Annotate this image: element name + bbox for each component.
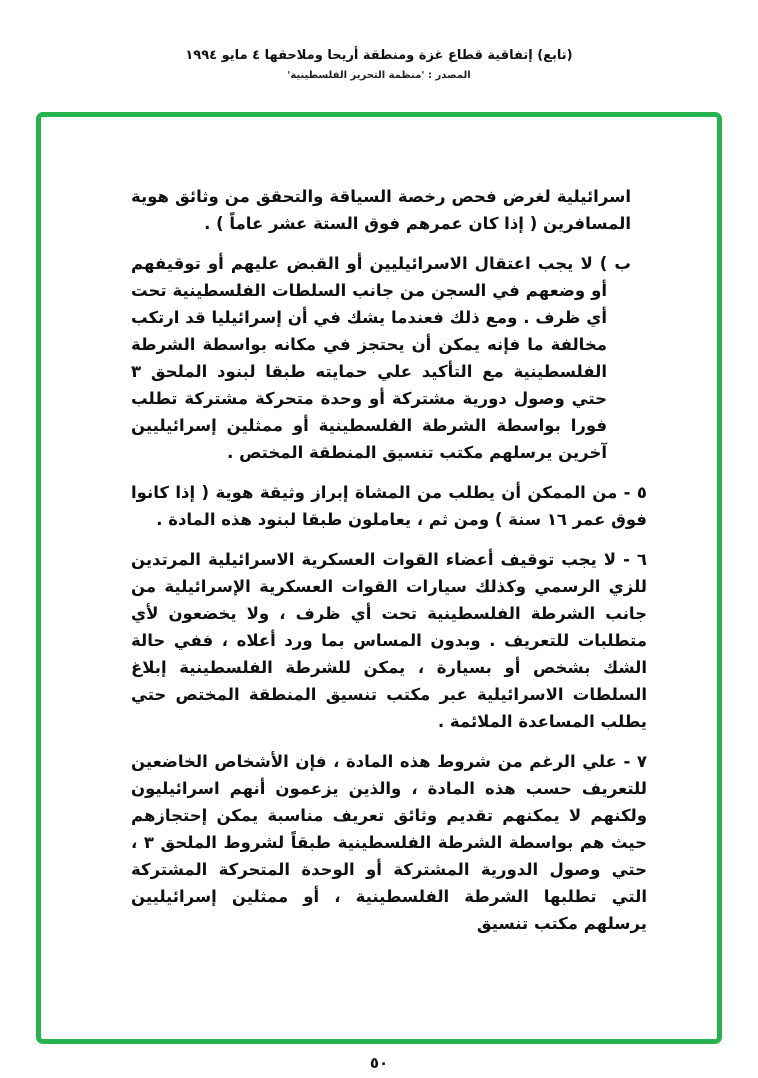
paragraph-item-b: ب ) لا يجب اعتقال الاسرائيليين أو القبض عليهم أو توقيفهم أو وضعهم في السجن من جانب السلطات الفلسطينية تحت أي ظرف . ومع ذلك فعندما يشك في أن إسرائيليا قد ارتكب مخالفة ما فإنه يمكن أن يحتجز في مكانه بواسطة الشرطة الفلسطينية مع التأكيد علي حمايته طبقا لبنود الملحق ٣ حتي وصول دورية مشتركة أو وحدة متحركة مشتركة تطلب فورا بواسطة الشرطة الفلسطينية أو ممثلين إسرائيليين آخرين يرسلهم مكتب تنسيق المنطقة المختص . (131, 254, 631, 462)
document-title: (تابع) إتفاقية قطاع غزة ومنطقة أريحا وملاحقها ٤ مايو ١٩٩٤ (185, 48, 573, 63)
paragraph-continuation: اسرائيلية لغرض فحص رخصة السياقة والتحقق من وثائق هوية المسافرين ( إذا كان عمرهم فوق الستة عشر عاماً ) . (131, 187, 631, 233)
paragraph-item-6: ٦ - لا يجب توقيف أعضاء القوات العسكرية الاسرائيلية المرتدين للزي الرسمي وكذلك سيارات القوات العسكرية الإسرائيلية من جانب الشرطة الفلسطينية تحت أي ظرف ، ولا يخضعون لأي متطلبات للتعريف . وبدون المساس بما ورد أعلاه ، ففي حالة الشك بشخص أو بسيارة ، يمكن للشرطة الفلسطينية إبلاغ السلطات الاسرائيلية عبر مكتب تنسيق المنطقة المختص حتي يطلب المساعدة الملائمة . (131, 550, 647, 731)
document-source: المصدر : 'منظمة التحرير الفلسطينية' (287, 70, 471, 81)
paragraph-item-7: ٧ - علي الرغم من شروط هذه المادة ، فإن الأشخاص الخاضعين للتعريف حسب هذه المادة ، والذين يزعمون أنهم اسرائيليون ولكنهم لا يمكنهم تقديم وثائق تعريف مناسبة يمكن إحتجازهم حيث هم بواسطة الشرطة الفلسطينية طبقاً لشروط الملحق ٣ ، حتي وصول الدورية المشتركة أو الوحدة المتحركة المشتركة التي تطلبها الشرطة الفلسطينية ، أو ممثلين إسرائيليين يرسلهم مكتب تنسيق (131, 752, 647, 933)
green-border-frame (36, 112, 722, 1044)
document-header (0, 48, 758, 81)
document-body (131, 183, 647, 950)
page-number: ٥٠ (369, 1054, 389, 1072)
paragraph-item-5: ٥ - من الممكن أن يطلب من المشاة إبراز وثيقة هوية ( إذا كانوا فوق عمر ١٦ سنة ) ومن ثم ، يعاملون طبقا لبنود هذه المادة . (131, 483, 647, 529)
